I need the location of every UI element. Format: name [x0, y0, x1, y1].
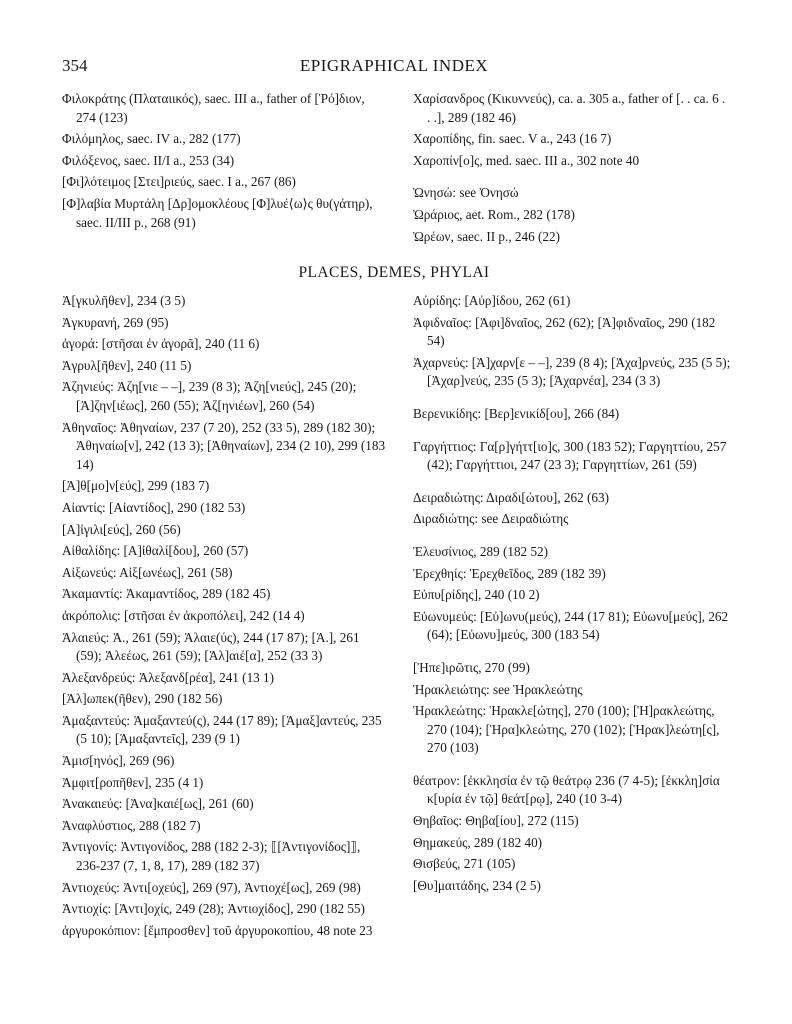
- index-entry: Ἀλεξανδρεύς: Ἀλεξανδ[ρέα], 241 (13 1): [62, 669, 275, 685]
- index-entry: Ἀζηνιεύς: Ἀζη[νιε – –], 239 (8 3); Ἀζη[νιεύς], 245 (20); [Ἀ]ζην[ιέως], 260 (55); Ἀζ[ηνιέων], 260 (54): [62, 379, 357, 413]
- index-entry: [Α]ἰγιλι[εύς], 260 (56): [62, 521, 181, 537]
- index-entry: Ἀθηναῖος: Ἀθηναίων, 237 (7 20), 252 (33 5), 289 (182 30); Ἀθηναίω[ν], 242 (13 3); [Ἀθηναίων], 234 (2 10), 299 (183 14): [62, 419, 386, 472]
- index-entry: Φιλοκράτης (Πλαταιικός), saec. III a., father of [Ῥό]διον, 274 (123): [62, 91, 365, 125]
- index-entry: Ἀχαρνεύς: [Ἀ]χαρν[ε – –], 239 (8 4); [Ἀχα]ρνεύς, 235 (5 5); [Ἀχαρ]νεύς, 235 (5 3); [Ἀχαρνέα], 234 (3 3): [413, 354, 731, 389]
- index-entry: Ἀμισ[ηνός], 269 (96): [62, 753, 175, 769]
- index-entry: Ἀκαμαντίς: Ἀκαμαντίδος, 289 (182 45): [62, 586, 271, 602]
- index-entry: Αἰθαλίδης: [Α]ἰθαλί[δου], 260 (57): [62, 543, 249, 559]
- index-entry: Εὐπυ[ρίδης], 240 (10 2): [413, 587, 540, 603]
- running-head: EPIGRAPHICAL INDEX: [299, 56, 489, 75]
- index-entry: Φιλόξενος, saec. II/I a., 253 (34): [62, 152, 235, 168]
- index-entry: Ἀνακαιεύς: [Ἀνα]καιέ[ως], 261 (60): [62, 796, 254, 812]
- index-entry: Ἀγκυρανή, 269 (95): [62, 314, 169, 330]
- index-entry: Γαργήττιος: Γα[ρ]γήττ[ιο]ς, 300 (183 52); Γαργηττίου, 257 (42); Γαργήττιοι, 247 (23 3); Γαργηττίων, 261 (59): [413, 438, 727, 473]
- index-entry: Χαροπίδης, fin. saec. V a., 243 (16 7): [413, 131, 612, 147]
- index-entry: Ἡρακλεώτης: Ἡρακλε[ώτης], 270 (100); [Ἡ]ρακλεώτης, 270 (104); [Ἡρα]κλεώτης, 270 (102); [Ἡρακ]λεώτη[ς], 270 (103): [413, 703, 720, 756]
- index-entry: Ὠρέων, saec. II p., 246 (22): [413, 228, 560, 244]
- index-entry: Εὐωνυμεύς: [Εὐ]ωνυ(μεύς), 244 (17 81); Εὐωνυ[μεύς], 262 (64); [Εὐωνυ]μεύς, 300 (183 54): [413, 608, 729, 643]
- index-entry: [Ἠπε]ιρῶτις, 270 (99): [413, 659, 530, 675]
- index-entry: Ἀντιοχίς: [Ἀντι]οχίς, 249 (28); Ἀντιοχίδος], 290 (182 55): [62, 901, 365, 917]
- index-entry: Αἰξωνεύς: Αἰξ[ωνέως], 261 (58): [62, 564, 233, 580]
- index-entry: Ἀναφλύστιος, 288 (182 7): [62, 817, 201, 833]
- index-entry: θέατρον: [ἐκκλησία ἐν τῷ θεάτρῳ 236 (7 4-5); [ἐκκλη]σία κ[υρία ἐν τῷ] θεάτ[ρῳ], 240 (10 3-4): [413, 772, 720, 807]
- section-heading: PLACES, DEMES, PHYLAI: [298, 264, 490, 281]
- index-entry: Ὠνησώ: see Ὀνησώ: [413, 185, 519, 201]
- index-entry: [Φ]λαβία Μυρτάλη [Δρ]ομοκλέους [Φ]λυέ⟨ω⟩ς θυ(γάτηρ), saec. II/III p., 268 (91): [62, 195, 373, 230]
- places-left-column: [62, 292, 387, 943]
- index-entry: Βερενικίδης: [Βερ]ενικίδ[ου], 266 (84): [413, 405, 620, 421]
- top-left-column: [62, 90, 387, 235]
- index-entry: ἀργυροκόπιον: [ἔμπροσθεν] τοῦ ἀργυροκοπίου, 48 note 23: [62, 922, 373, 938]
- index-entry: Ἀφιδναῖος: [Ἀφι]δναῖος, 262 (62); [Ἀ]φιδναῖος, 290 (182 54): [413, 314, 716, 349]
- top-right-column: [413, 90, 731, 249]
- index-entry: Χαρίσανδρος (Κικυννεύς), ca. a. 305 a., father of [. . ca. 6 . . .], 289 (182 46): [413, 91, 726, 125]
- index-entry: Ἁμαξαντεύς: Ἁμαξαντεύ(ς), 244 (17 89); [Ἁμαξ]αντεύς, 235 (5 10); [Ἁμαξαντεῖς], 239 (9 1): [62, 712, 382, 747]
- index-entry: [Ἀλ]ωπεκ(ῆθεν), 290 (182 56): [62, 691, 223, 707]
- index-entry: ἀγορά: [στῆσαι ἐν ἀγορᾶ], 240 (11 6): [62, 336, 260, 352]
- index-entry: Ἀντιγονίς: Ἀντιγονίδος, 288 (182 2-3); ⟦[Ἀντιγονίδος]⟧, 236-237 (7, 1, 8, 17), 289 (182 37): [62, 839, 361, 874]
- index-entry: [Θυ]μαιτάδης, 234 (2 5): [413, 877, 541, 893]
- page-number: 354: [62, 56, 88, 75]
- index-entry: Ἀ[γκυλῆθεν], 234 (3 5): [62, 293, 186, 308]
- index-entry: Φιλόμηλος, saec. IV a., 282 (177): [62, 131, 241, 147]
- index-entry: Θισβεύς, 271 (105): [413, 856, 516, 872]
- index-entry: Χαροπίν[ο]ς, med. saec. III a., 302 note 40: [413, 152, 640, 168]
- index-entry: Ὠράριος, aet. Rom., 282 (178): [413, 206, 575, 222]
- places-right-column: [413, 292, 731, 898]
- index-entry: Ἐλευσίνιος, 289 (182 52): [413, 543, 549, 559]
- index-entry: [Φι]λότειμος [Στει]ριεύς, saec. I a., 267 (86): [62, 174, 296, 190]
- index-entry: Ἀντιοχεύς: Ἀντι[οχεύς], 269 (97), Ἀντιοχέ[ως], 269 (98): [62, 879, 361, 895]
- index-entry: Ἐρεχθηίς: Ἐρεχθεῖδος, 289 (182 39): [413, 565, 606, 581]
- index-entry: Θημακεύς, 289 (182 40): [413, 834, 543, 850]
- index-entry: Αὐρίδης: [Αὐρ]ίδου, 262 (61): [413, 293, 571, 308]
- index-entry: Αἰαντίς: [Αἰαντίδος], 290 (182 53): [62, 499, 246, 515]
- index-entry: Ἁλαιεύς: Ἁ., 261 (59); Ἁλαιε(ύς), 244 (17 87); [Ἁ.], 261 (59); Ἁλεέως, 261 (59); [Ἁλ]αιέ[α], 252 (33 3): [62, 629, 360, 664]
- index-entry: Θηβαῖος: Θηβα[ίου], 272 (115): [413, 813, 579, 829]
- index-entry: [Ἀ]θ[μο]ν[εύς], 299 (183 7): [62, 478, 210, 494]
- index-entry: Δειραδιώτης: Διραδι[ώτου], 262 (63): [413, 489, 609, 505]
- index-entry: Ἀμφιτ[ροπῆθεν], 235 (4 1): [62, 774, 204, 790]
- index-entry: Ἡρακλειώτης: see Ἡρακλεώτης: [413, 681, 583, 697]
- index-entry: Διραδιώτης: see Δειραδιώτης: [413, 511, 569, 527]
- index-entry: Ἀγρυλ[ῆθεν], 240 (11 5): [62, 357, 192, 373]
- index-entry: ἀκρόπολις: [στῆσαι ἐν ἀκροπόλει], 242 (14 4): [62, 607, 305, 623]
- page-header: [62, 56, 726, 80]
